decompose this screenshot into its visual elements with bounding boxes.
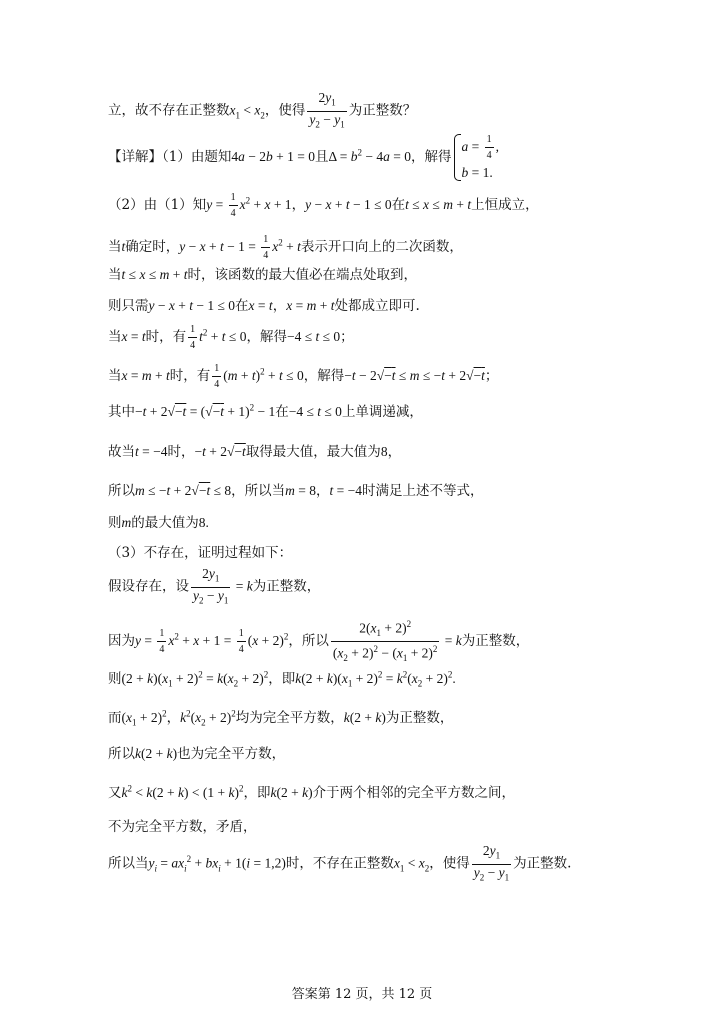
text-line-1: 立，故不存在正整数$x_1 < x_2$，使得 $\frac{2y_1}{y_2 - y_1}$ 为正整数？ bbox=[108, 90, 417, 130]
text-line-19: 又$k^2 < k(2 + k) < (1 + k)^2$，即k(2 + k)介于两个相邻的完全平方数之间， bbox=[108, 783, 516, 801]
text-line-15: 因为y = $\frac{1}{4}$ $x^2 + x + 1$ = $\frac{1}{4}$ $(x + 2)^2$，所以 $\frac{2(x_1 + 2)^2}{(x_2 + 2)^2 - (x_1 + 2)^2}$ = k为正整数， bbox=[108, 619, 530, 664]
text-line-12: 则m的最大值为8. bbox=[108, 515, 209, 531]
text-line-13: （3）不存在，证明过程如下： bbox=[108, 545, 293, 561]
text-line-17: 而$(x_1 + 2)^2$，$k^2(x_2 + 2)^2$均为完全平方数，k(2 + k)为正整数， bbox=[108, 708, 454, 728]
text-line-21: 所以当$y_i = ax_i^2 + bx_i + 1(i = 1,2)$时，不存在正整数$x_1 < x_2$，使得 $\frac{2y_1}{y_2 - y_1}$ 为正整数. bbox=[108, 843, 572, 883]
text-line-5: 当t ≤ x ≤ m + t时，该函数的最大值必在端点处取到， bbox=[108, 267, 417, 283]
text-line-2: 【详解】（1）由题知4a − 2b + 1 = 0且$\Delta = b^2 - 4a = 0$，解得 a = $\frac{1}{4}$ , b = 1. bbox=[108, 132, 499, 183]
text-line-7: 当x = t时，有 $\frac{1}{4}$ $t^2 + t \le 0$，解得−4 ≤ t ≤ 0； bbox=[108, 324, 354, 351]
text-line-6: 则只需y − x + t − 1 ≤ 0在x = t，x = m + t处都成立即可. bbox=[108, 298, 420, 314]
text-line-4: 当t确定时，y − x + t − 1 = $\frac{1}{4}$ $x^2 + t$表示开口向上的二次函数， bbox=[108, 234, 463, 261]
text-line-14: 假设存在，设 $\frac{2y_1}{y_2 - y_1}$ = k为正整数， bbox=[108, 566, 321, 606]
page-footer: 答案第 12 页，共 12 页 bbox=[291, 987, 433, 1002]
solution-brace: a = $\frac{1}{4}$ , b = 1. bbox=[452, 132, 500, 183]
text-line-20: 不为完全平方数，矛盾， bbox=[108, 819, 257, 835]
answer-tag: 【详解】 bbox=[108, 149, 162, 165]
text-line-10: 故当t = −4时，$-t + 2√-\overline{t}$取得最大值，最大值为8， bbox=[108, 444, 402, 460]
text-line-11: 所以$m \le -t + 2√-\overline{t} \le 8$，所以当m = 8，t = −4时满足上述不等式， bbox=[108, 483, 484, 499]
text-line-18: 所以k(2 + k)也为完全平方数， bbox=[108, 746, 286, 762]
text-line-9: 其中$-t + 2√-\overline{t} = (√-\overline{t} + 1)^2 - 1$在−4 ≤ t ≤ 0上单调递减， bbox=[108, 402, 423, 420]
text-line-16: 则$(2 + k)(x_1 + 2)^2 = k(x_2 + 2)^2$，即$k(2 + k)(x_1 + 2)^2 = k^2(x_2 + 2)^2$. bbox=[108, 669, 456, 689]
text-line-8: 当x = m + t时，有 $\frac{1}{4}$ $(m + t)^2 + t \le 0$，解得$-t - 2√-\overline{t} \le m \le -t + 2√-\overline{t}$； bbox=[108, 363, 499, 390]
text-line-3: （2）由（1）知y = $\frac{1}{4}$ $x^2 + x + 1$，y − x + t − 1 ≤ 0在t ≤ x ≤ m + t上恒成立， bbox=[108, 192, 539, 219]
